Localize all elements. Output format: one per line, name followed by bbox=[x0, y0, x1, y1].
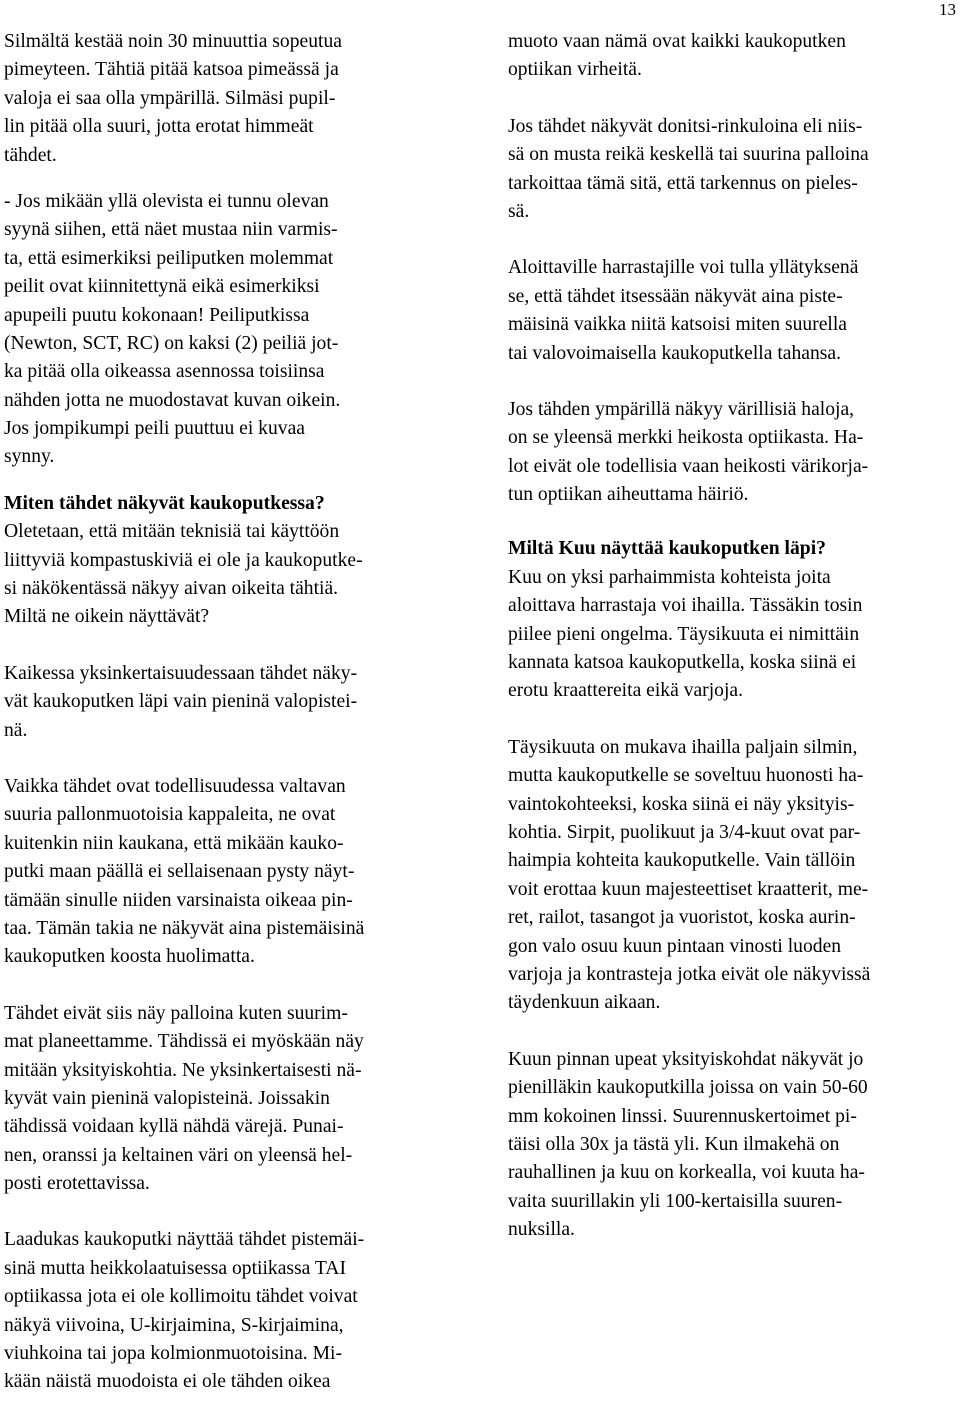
paragraph bbox=[4, 660, 474, 745]
text-line: tarkoittaa tämä sitä, että tarkennus on pieles- bbox=[508, 172, 858, 194]
text-line: kannata katsoa kaukoputkella, koska siinä ei bbox=[508, 652, 857, 674]
text-line: rauhallinen ja kuu on korkealla, voi kuuta ha- bbox=[508, 1162, 865, 1184]
text-line: tun optiikan aiheuttama häiriö. bbox=[508, 484, 749, 506]
text-line: mitään yksityiskohtia. Ne yksinkertaisesti nä- bbox=[4, 1059, 362, 1081]
paragraph bbox=[4, 28, 474, 170]
text-line: viuhkoina tai jopa kolmionmuotoisina. Mi- bbox=[4, 1343, 342, 1365]
text-line: gon valo osuu kuun pintaan vinosti luoden bbox=[508, 935, 842, 957]
text-line: Vaikka tähdet ovat todellisuudessa valtavan bbox=[4, 775, 346, 797]
text-line: täydenkuun aikaan. bbox=[508, 992, 661, 1014]
text-line: kään näistä muodoista ei ole tähden oikea bbox=[4, 1371, 331, 1393]
text-line: näkyä viivoina, U-kirjaimina, S-kirjaimina, bbox=[4, 1314, 344, 1336]
text-line: pienilläkin kaukoputkilla joissa on vain 50-60 bbox=[508, 1077, 868, 1099]
text-line: nuksilla. bbox=[508, 1219, 575, 1241]
text-line: optiikan virheitä. bbox=[508, 59, 642, 81]
left-column bbox=[4, 28, 474, 1397]
text-line: optiikassa jota ei ole kollimoitu tähdet voivat bbox=[4, 1286, 358, 1308]
paragraph-gap bbox=[4, 632, 474, 660]
paragraph-gap bbox=[508, 85, 960, 113]
text-line: Kuu on yksi parhaimmista kohteista joita bbox=[508, 566, 831, 588]
text-line: ta, että esimerkiksi peiliputken molemmat bbox=[4, 247, 334, 269]
text-line: nen, oranssi ja keltainen väri on yleensä hel- bbox=[4, 1144, 353, 1166]
text-line: suuria pallonmuotoisia kappaleita, ne ovat bbox=[4, 804, 336, 826]
paragraph bbox=[4, 1000, 474, 1199]
text-line: vät kaukoputken läpi vain pieninä valopistei- bbox=[4, 691, 358, 713]
text-line: Jos tähdet näkyvät donitsi-rinkuloina eli niis- bbox=[508, 115, 863, 137]
text-line: aloittava harrastaja voi ihailla. Tässäkin tosin bbox=[508, 595, 863, 617]
text-line: erotu kraattereita eikä varjoja. bbox=[508, 680, 743, 702]
paragraph-gap bbox=[4, 1198, 474, 1226]
paragraph bbox=[4, 1226, 474, 1396]
text-line: Jos tähden ympärillä näkyy värillisiä haloja, bbox=[508, 398, 855, 420]
text-line: si näkökentässä näkyy aivan oikeita tähtiä. bbox=[4, 578, 339, 600]
text-line: posti erotettavissa. bbox=[4, 1173, 150, 1195]
text-line: mm kokoinen linssi. Suurennuskertoimet pi- bbox=[508, 1105, 857, 1127]
text-line: Tähdet eivät siis näy palloina kuten suurim- bbox=[4, 1002, 348, 1024]
section-heading bbox=[508, 535, 960, 563]
paragraph-gap bbox=[4, 170, 474, 188]
text-line: sinä mutta heikkolaatuisessa optiikassa TAI bbox=[4, 1257, 346, 1279]
text-line: kyvät vain pieninä valopisteinä. Joissakin bbox=[4, 1087, 330, 1109]
paragraph bbox=[4, 518, 474, 632]
text-line: kuitenkin niin kaukana, että mikään kauko- bbox=[4, 832, 344, 854]
text-line: mäisinä vaikka niitä katsoisi miten suurella bbox=[508, 314, 848, 336]
text-line: Jos jompikumpi peili puuttuu ei kuvaa bbox=[4, 418, 305, 440]
paragraph-gap bbox=[508, 509, 960, 535]
section-heading bbox=[4, 490, 474, 518]
text-line: Kuun pinnan upeat yksityiskohdat näkyvät jo bbox=[508, 1048, 864, 1070]
text-line: peilit ovat kiinnitettynä eikä esimerkiksi bbox=[4, 276, 320, 298]
text-line: tähdissä voidaan kyllä nähdä värejä. Punai- bbox=[4, 1116, 344, 1138]
paragraph bbox=[4, 188, 474, 472]
text-line: varjoja ja kontrasteja jotka eivät ole näkyvissä bbox=[508, 963, 871, 985]
paragraph bbox=[508, 1046, 960, 1245]
text-line: piilee pieni ongelma. Täysikuuta ei nimittäin bbox=[508, 623, 860, 645]
text-line: (Newton, SCT, RC) on kaksi (2) peiliä jot- bbox=[4, 332, 339, 354]
text-line: kaukoputken koosta huolimatta. bbox=[4, 946, 255, 968]
paragraph bbox=[508, 734, 960, 1018]
page-number: 13 bbox=[939, 0, 956, 19]
right-column bbox=[508, 28, 960, 1244]
text-line: se, että tähdet itsessään näkyvät aina piste- bbox=[508, 285, 843, 307]
text-line: mutta kaukoputkelle se soveltuu huonosti ha- bbox=[508, 765, 864, 787]
heading-line: Miten tähdet näkyvät kaukoputkessa? bbox=[4, 492, 325, 514]
text-line: on se yleensä merkki heikosta optiikasta. Ha- bbox=[508, 427, 864, 449]
text-line: ka pitää olla oikeassa asennossa toisiinsa bbox=[4, 361, 325, 383]
text-line: nä. bbox=[4, 719, 28, 741]
text-line: Laadukas kaukoputki näyttää tähdet pistemäi- bbox=[4, 1229, 365, 1251]
text-line: apupeili puutu kokonaan! Peiliputkissa bbox=[4, 304, 310, 326]
text-line: Oletetaan, että mitään teknisiä tai käyttöön bbox=[4, 521, 340, 543]
paragraph-gap bbox=[4, 472, 474, 490]
text-line: Silmältä kestää noin 30 minuuttia sopeutua bbox=[4, 31, 342, 52]
text-line: Miltä ne oikein näyttävät? bbox=[4, 606, 210, 628]
text-line: taa. Tämän takia ne näkyvät aina pistemäisinä bbox=[4, 917, 365, 939]
paragraph bbox=[508, 564, 960, 706]
text-line: vaintokohteeksi, koska siinä ei näy yksityis- bbox=[508, 793, 855, 815]
text-line: nähden jotta ne muodostavat kuvan oikein. bbox=[4, 389, 341, 411]
text-line: liittyviä kompastuskiviä ei ole ja kaukoputke- bbox=[4, 549, 363, 571]
text-line: sä on musta reikä keskellä tai suurina palloina bbox=[508, 144, 869, 166]
paragraph bbox=[4, 773, 474, 972]
text-line: Kaikessa yksinkertaisuudessaan tähdet näky- bbox=[4, 662, 358, 684]
text-line: tähdet. bbox=[4, 144, 57, 166]
paragraph bbox=[508, 28, 960, 85]
text-line: synny. bbox=[4, 446, 55, 468]
text-line: Täysikuuta on mukava ihailla paljain silmin, bbox=[508, 736, 858, 758]
paragraph bbox=[508, 396, 960, 510]
text-line: lin pitää olla suuri, jotta erotat himmeät bbox=[4, 116, 314, 138]
text-line: kohtia. Sirpit, puolikuut ja 3/4-kuut ovat par- bbox=[508, 821, 861, 843]
text-line: putki maan päällä ei sellaisenaan pysty näyt- bbox=[4, 861, 355, 883]
text-line: mat planeettamme. Tähdissä ei myöskään näy bbox=[4, 1031, 364, 1053]
paragraph-gap bbox=[508, 706, 960, 734]
paragraph bbox=[508, 254, 960, 368]
text-line: pimeyteen. Tähtiä pitää katsoa pimeässä ja bbox=[4, 59, 339, 81]
text-line: muoto vaan nämä ovat kaikki kaukoputken bbox=[508, 31, 846, 52]
heading-line: Miltä Kuu näyttää kaukoputken läpi? bbox=[508, 538, 826, 560]
text-line: täisi olla 30x ja tästä yli. Kun ilmakehä on bbox=[508, 1133, 840, 1155]
paragraph-gap bbox=[4, 745, 474, 773]
paragraph-gap bbox=[508, 1018, 960, 1046]
text-line: syynä siihen, että näet mustaa niin varmis- bbox=[4, 219, 338, 241]
text-line: haimpia kohteita kaukoputkelle. Vain tällöin bbox=[508, 850, 856, 872]
text-line: Aloittaville harrastajille voi tulla yllätyksenä bbox=[508, 257, 859, 279]
paragraph-gap bbox=[508, 226, 960, 254]
text-line: sä. bbox=[508, 200, 530, 222]
text-line: voit erottaa kuun majesteettiset kraatterit, me- bbox=[508, 878, 869, 900]
text-line: lot eivät ole todellisia vaan heikosti värikorja- bbox=[508, 455, 869, 477]
text-line: vaita suurillakin yli 100-kertaisilla suuren- bbox=[508, 1190, 843, 1212]
paragraph-gap bbox=[508, 368, 960, 396]
text-line: tämään sinulle niiden varsinaista oikeaa pin- bbox=[4, 889, 353, 911]
paragraph-gap bbox=[4, 972, 474, 1000]
text-line: - Jos mikään yllä olevista ei tunnu olevan bbox=[4, 190, 329, 212]
text-line: valoja ei saa olla ympärillä. Silmäsi pupil- bbox=[4, 87, 336, 109]
text-line: tai valovoimaisella kaukoputkella tahansa. bbox=[508, 342, 841, 364]
paragraph bbox=[508, 113, 960, 227]
text-line: ret, railot, tasangot ja vuoristot, koska aurin- bbox=[508, 907, 856, 929]
